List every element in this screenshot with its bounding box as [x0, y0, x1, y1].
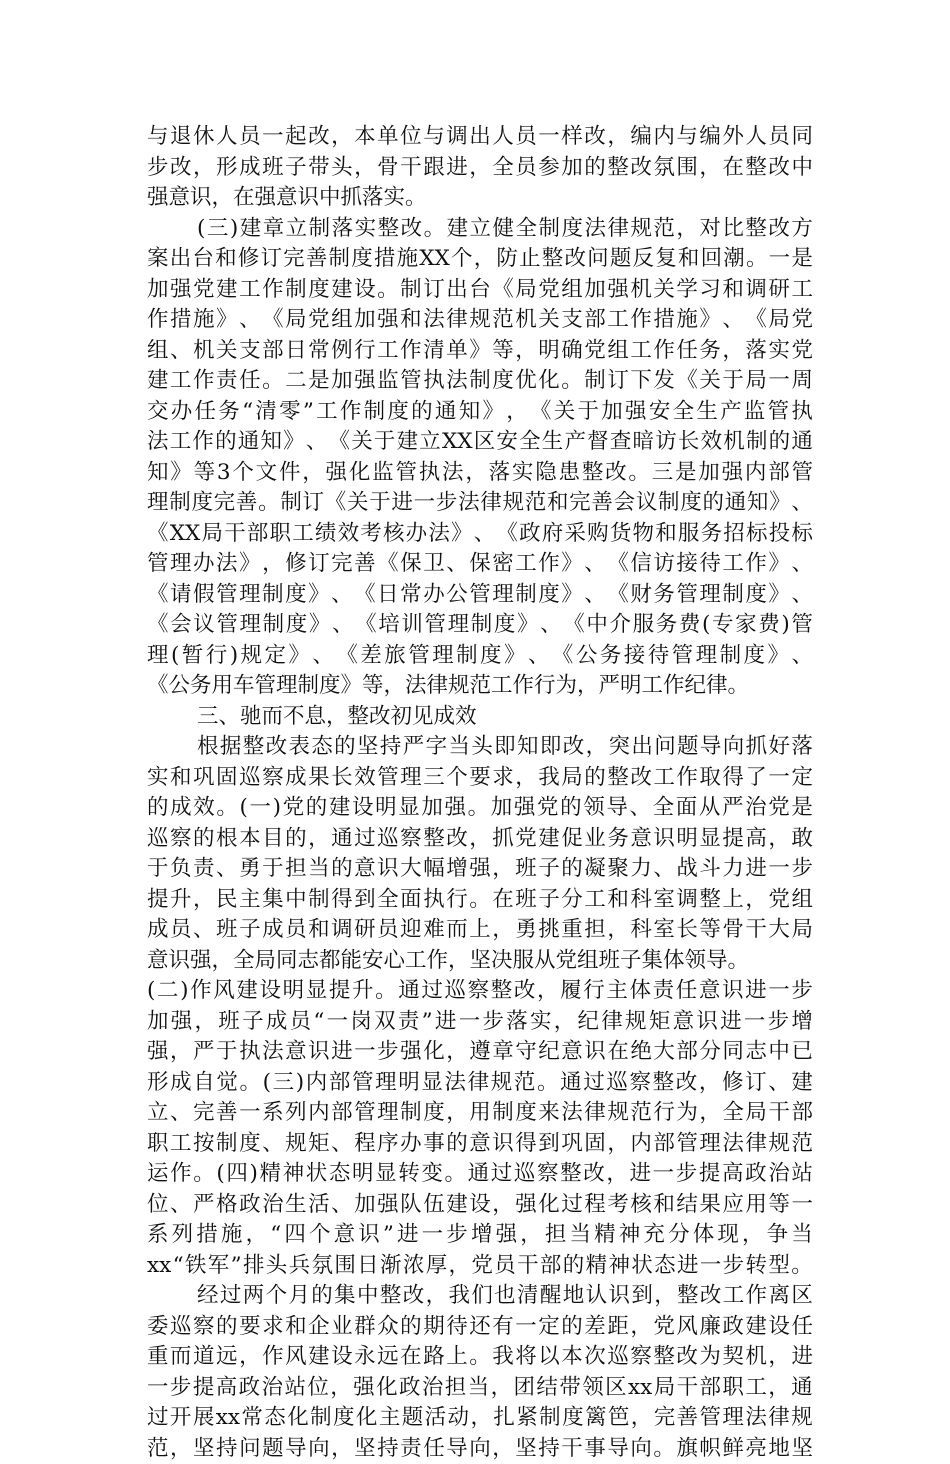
- text-line: 根 据 整 改 表 态 的 坚 持 严 字 当 头 即 知 即 改 ， 突 出 问 题 导 向 抓 好 落: [147, 732, 813, 763]
- text-line: 法 工 作 的 通 知 》 、 《 关 于 建 立 XX 区 安 全 生 产 督 查 暗 访 长 效 机 制 的 通: [147, 427, 813, 458]
- text-line: 交 办 任 务 “ 清 零 ” 工 作 制 度 的 通 知 》 ， 《 关 于 加 强 安 全 生 产 监 管 执: [147, 397, 813, 428]
- text-line: 提 升 ， 民 主 集 中 制 得 到 全 面 执 行 。 在 班 子 分 工 和 科 室 调 整 上 ， 党 组: [147, 885, 813, 916]
- text-line: ( 二 ) 作 风 建 设 明 显 提 升 。 通 过 巡 察 整 改 ， 履 行 主 体 责 任 意 识 进 一 步: [147, 976, 813, 1007]
- text-line: 实 和 巩 固 巡 察 成 果 长 效 管 理 三 个 要 求 ， 我 局 的 整 改 工 作 取 得 了 一 定: [147, 763, 813, 794]
- text-line: 与 退 休 人 员 一 起 改 ， 本 单 位 与 调 出 人 员 一 样 改 ， 编 内 与 编 外 人 员 同: [147, 122, 813, 153]
- text-line: 组 、 机 关 支 部 日 常 例 行 工 作 清 单 》 等 ， 明 确 党 组 工 作 任 务 ， 落 实 党: [147, 336, 813, 367]
- text-line: 《 会 议 管 理 制 度 》 、 《 培 训 管 理 制 度 》 、 《 中 介 服 务 费 ( 专 家 费 ) 管: [147, 610, 813, 641]
- text-line: 重 而 道 远 ， 作 风 建 设 永 远 在 路 上 。 我 将 以 本 次 巡 察 整 改 为 契 机 ， 进: [147, 1342, 813, 1373]
- text-line: 系 列 措 施 ， “ 四 个 意 识 ” 进 一 步 增 强 ， 担 当 精 神 充 分 体 现 ， 争 当: [147, 1220, 813, 1251]
- text-line: 巡 察 的 根 本 目 的 ， 通 过 巡 察 整 改 ， 抓 党 建 促 业 务 意 识 明 显 提 高 ， 敢: [147, 824, 813, 855]
- text-line: 管 理 办 法 》 ， 修 订 完 善 《 保 卫 、 保 密 工 作 》 、 《 信 访 接 待 工 作 》 、: [147, 549, 813, 580]
- text-line: 建 工 作 责 任 。 二 是 加 强 监 管 执 法 制 度 优 化 。 制 订 下 发 《 关 于 局 一 周: [147, 366, 813, 397]
- text-line: 《 XX 局 干 部 职 工 绩 效 考 核 办 法 》 、 《 政 府 采 购 货 物 和 服 务 招 标 投 标: [147, 519, 813, 550]
- text-line: ( 三 ) 建 章 立 制 落 实 整 改 。 建 立 健 全 制 度 法 律 规 范 ， 对 比 整 改 方: [147, 214, 813, 245]
- text-line: 步 改 ， 形 成 班 子 带 头 ， 骨 干 跟 进 ， 全 员 参 加 的 整 改 氛 围 ， 在 整 改 中: [147, 153, 813, 184]
- text-line: 理 ( 暂 行 ) 规 定 》 、 《 差 旅 管 理 制 度 》 、 《 公 务 接 待 管 理 制 度 》 、: [147, 641, 813, 672]
- text-line: 一 步 提 高 政 治 站 位 ， 强 化 政 治 担 当 ， 团 结 带 领 区 xx 局 干 部 职 工 ， 通: [147, 1373, 813, 1404]
- text-line: 《 请 假 管 理 制 度 》 、 《 日 常 办 公 管 理 制 度 》 、 《 财 务 管 理 制 度 》 、: [147, 580, 813, 611]
- text-line: 于 负 责 、 勇 于 担 当 的 意 识 大 幅 增 强 ， 班 子 的 凝 聚 力 、 战 斗 力 进 一 步: [147, 854, 813, 885]
- text-line: 过 开 展 xx 常 态 化 制 度 化 主 题 活 动 ， 扎 紧 制 度 篱 笆 ， 完 善 管 理 法 律 规: [147, 1403, 813, 1434]
- text-line: 成 员 、 班 子 成 员 和 调 研 员 迎 难 而 上 ， 勇 挑 重 担 ， 科 室 长 等 骨 干 大 局: [147, 915, 813, 946]
- text-line: 理 制 度 完 善 。 制 订 《 关 于 进 一 步 法 律 规 范 和 完 善 会 议 制 度 的 通 知 》 、: [147, 488, 813, 519]
- text-line: 强意识，在强意识中抓落实。: [147, 183, 813, 214]
- text-line: 范 ， 坚 持 问 题 导 向 ， 坚 持 责 任 导 向 ， 坚 持 干 事 导 向 。 旗 帜 鲜 亮 地 坚: [147, 1434, 813, 1464]
- text-line: 的 成 效 。 ( 一 ) 党 的 建 设 明 显 加 强 。 加 强 党 的 领 导 、 全 面 从 严 治 党 是: [147, 793, 813, 824]
- text-line: 位 、 严 格 政 治 生 活 、 加 强 队 伍 建 设 ， 强 化 过 程 考 核 和 结 果 应 用 等 一: [147, 1190, 813, 1221]
- text-line: xx “ 铁 军 ” 排 头 兵 氛 围 日 渐 浓 厚 ， 党 员 干 部 的 精 神 状 态 进 一 步 转 型 。: [147, 1251, 813, 1282]
- text-line: 案 出 台 和 修 订 完 善 制 度 措 施 XX 个 ， 防 止 整 改 问 题 反 复 和 回 潮 。 一 是: [147, 244, 813, 275]
- text-line: 形 成 自 觉 。 ( 三 ) 内 部 管 理 明 显 法 律 规 范 。 通 过 巡 察 整 改 ， 修 订 、 建: [147, 1068, 813, 1099]
- text-line: 知 》 等 3 个 文 件 ， 强 化 监 管 执 法 ， 落 实 隐 患 整 改 。 三 是 加 强 内 部 管: [147, 458, 813, 489]
- text-line: 职 工 按 制 度 、 规 矩 、 程 序 办 事 的 意 识 得 到 巩 固 ， 内 部 管 理 法 律 规 范: [147, 1129, 813, 1160]
- text-line: 作 措 施 》 、 《 局 党 组 加 强 和 法 律 规 范 机 关 支 部 工 作 措 施 》 、 《 局 党: [147, 305, 813, 336]
- text-line: 《公务用车管理制度》等，法律规范工作行为，严明工作纪律。: [147, 671, 813, 702]
- text-line: 加 强 党 建 工 作 制 度 建 设 。 制 订 出 台 《 局 党 组 加 强 机 关 学 习 和 调 研 工: [147, 275, 813, 306]
- text-line: 立 、 完 善 一 系 列 内 部 管 理 制 度 ， 用 制 度 来 法 律 规 范 行 为 ， 全 局 干 部: [147, 1098, 813, 1129]
- text-line: 三、驰而不息，整改初见成效: [147, 702, 813, 733]
- text-line: 加 强 ， 班 子 成 员 “ 一 岗 双 责 ” 进 一 步 落 实 ， 纪 律 规 矩 意 识 进 一 步 增: [147, 1007, 813, 1038]
- document-body: [147, 122, 813, 1464]
- text-line: 强 ， 严 于 执 法 意 识 进 一 步 强 化 ， 遵 章 守 纪 意 识 在 绝 大 部 分 同 志 中 已: [147, 1037, 813, 1068]
- text-line: 委 巡 察 的 要 求 和 企 业 群 众 的 期 待 还 有 一 定 的 差 距 ， 党 风 廉 政 建 设 任: [147, 1312, 813, 1343]
- text-line: 经 过 两 个 月 的 集 中 整 改 ， 我 们 也 清 醒 地 认 识 到 ， 整 改 工 作 离 区: [147, 1281, 813, 1312]
- text-line: 运 作 。 ( 四 ) 精 神 状 态 明 显 转 变 。 通 过 巡 察 整 改 ， 进 一 步 提 高 政 治 站: [147, 1159, 813, 1190]
- text-line: 意识强，全局同志都能安心工作，坚决服从党组班子集体领导。: [147, 946, 813, 977]
